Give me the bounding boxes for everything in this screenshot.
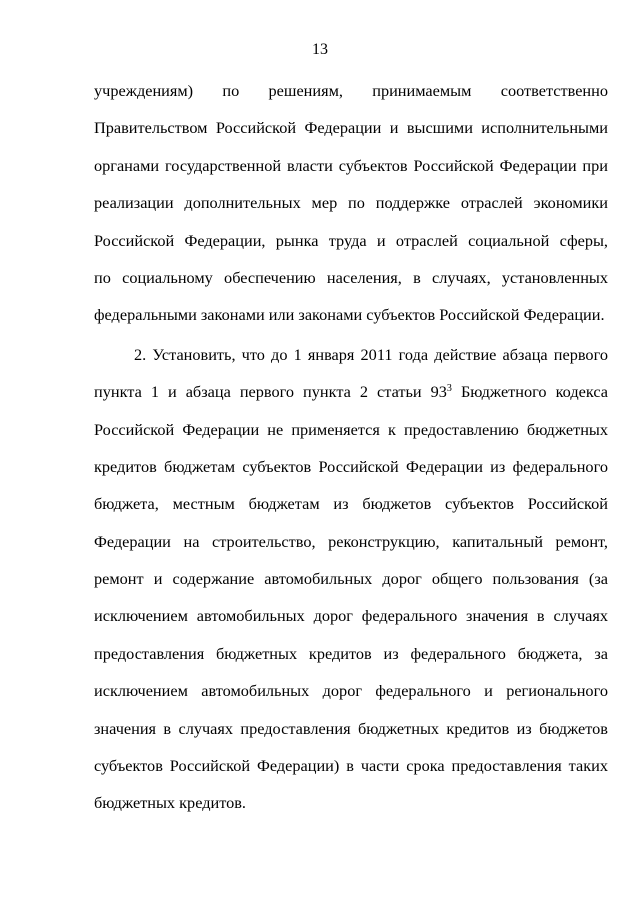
paragraph-line: ремонт и содержание автомобильных дорог общего пользования (за: [94, 569, 608, 589]
superscript-article-number: 3: [446, 383, 452, 395]
paragraph-line: реализации дополнительных мер по поддержке отраслей экономики: [94, 193, 608, 213]
paragraph-line: по социальному обеспечению населения, в случаях, установленных: [94, 267, 608, 287]
paragraph-line: исключением автомобильных дорог федерального значения в случаях: [94, 606, 608, 626]
paragraph-line: бюджета, местным бюджетам из бюджетов субъектов Российской: [94, 494, 608, 514]
paragraph-line-first: 2. Установить, что до 1 января 2011 года действие абзаца первого: [134, 344, 608, 364]
document-body: [94, 72, 608, 822]
paragraph-line: Федерации на строительство, реконструкцию, капитальный ремонт,: [94, 531, 608, 551]
paragraph-line: федеральными законами или законами субъектов Российской Федерации.: [94, 305, 605, 325]
paragraph-line: Российской Федерации, рынка труда и отраслей социальной сферы,: [94, 230, 608, 250]
paragraph-line: предоставления бюджетных кредитов из федерального бюджета, за: [94, 643, 608, 663]
paragraph-line-with-superscript: [94, 373, 608, 410]
paragraph-line: кредитов бюджетам субъектов Российской Федерации из федерального: [94, 456, 608, 476]
paragraph-line: Российской Федерации не применяется к предоставлению бюджетных: [94, 419, 608, 439]
paragraph-line: учреждениям) по решениям, принимаемым соответственно: [94, 81, 608, 100]
page-number: 13: [312, 41, 328, 58]
paragraph-line: Правительством Российской Федерации и высшими исполнительными: [94, 118, 608, 138]
paragraph-line: бюджетных кредитов.: [94, 793, 246, 813]
paragraph-line: субъектов Российской Федерации) в части срока предоставления таких: [94, 756, 608, 776]
paragraph-line: исключением автомобильных дорог федерального и регионального: [94, 681, 608, 701]
paragraph-line: значения в случаях предоставления бюджетных кредитов из бюджетов: [94, 718, 608, 738]
line-text: Бюджетного кодекса: [451, 382, 608, 402]
paragraph-line: органами государственной власти субъектов Российской Федерации при: [94, 155, 608, 175]
line-text: пункта 1 и абзаца первого пункта 2 статьи 93: [94, 382, 447, 402]
